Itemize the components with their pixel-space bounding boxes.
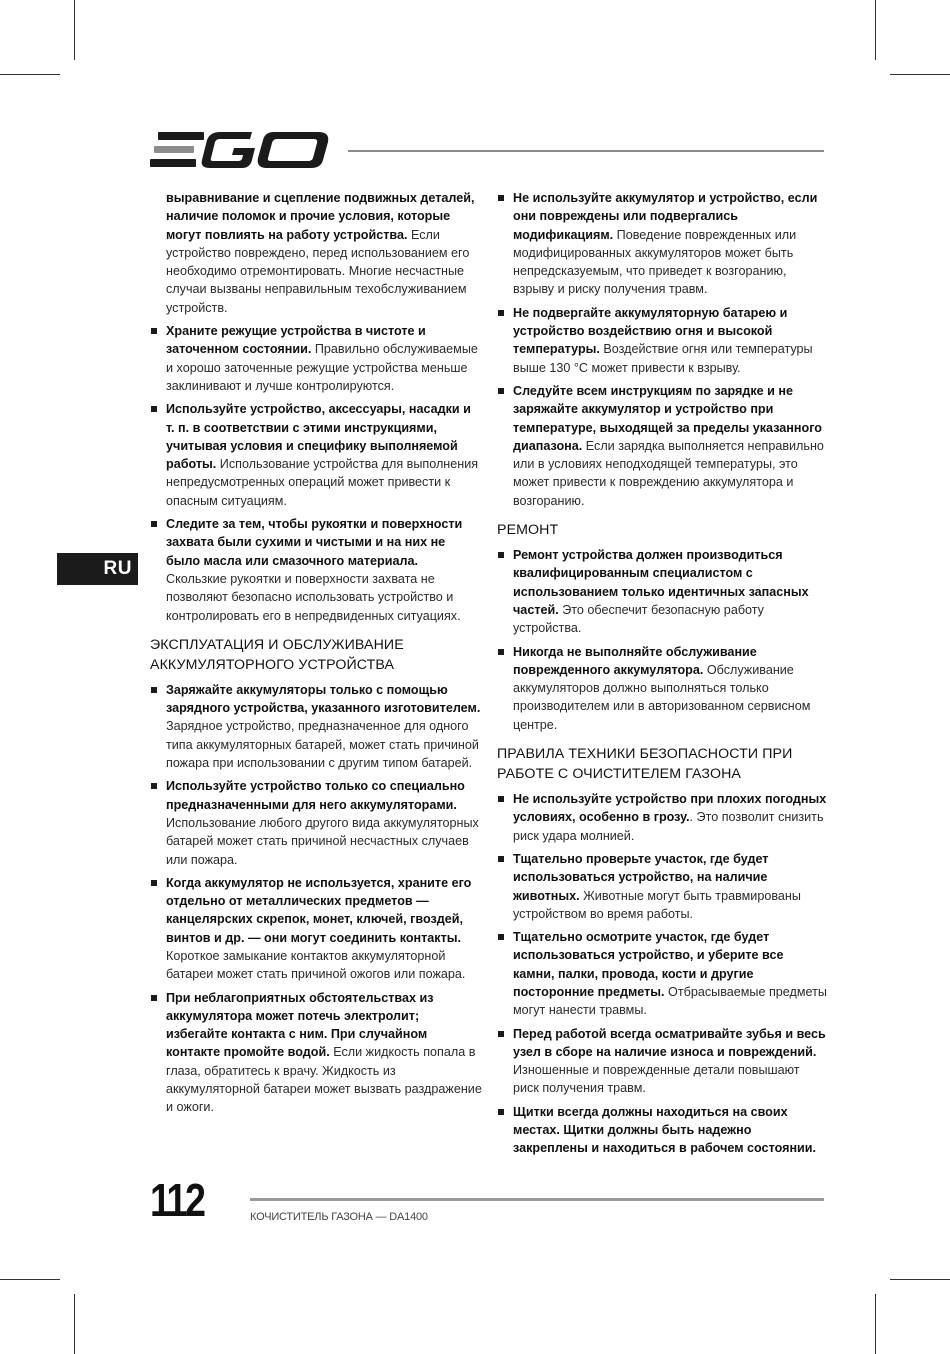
crop-mark — [74, 1294, 75, 1354]
item-lead-text: Перед работой всегда осматривайте зубья и весь узел в сборе на наличие износа и повреждений. — [513, 1026, 826, 1059]
header-rule — [348, 150, 824, 152]
item-body-text: Воздействие огня или температуры выше 130 °C может привести к взрыву. — [513, 342, 813, 375]
section-heading: РЕМОНТ — [497, 522, 559, 539]
item-lead-text: Заряжайте аккумуляторы только с помощью зарядного устройства, указанного изготовителем. — [166, 682, 481, 716]
bullet-item — [497, 382, 827, 510]
item-body-text: Скользкие рукоятки и поверхности захвата не позволяют безопасно использовать устройство и контролировать его в непредвиденных ситуациях. — [166, 571, 461, 623]
item-body-text: Это обеспечит безопасную работу устройства. — [513, 602, 764, 636]
item-lead-text: Щитки всегда должны находиться на своих местах. Щитки должны быть надежно закреплены и находиться в рабочем состоянии. — [513, 1104, 817, 1156]
item-body-text: Правильно обслуживаемые и хорошо заточенные режущие устройства меньше заклинивают и лучше контролируются. — [166, 342, 478, 393]
item-body-text: Животные могут быть травмированы устройством во время работы. — [513, 888, 801, 921]
square-bullet-icon — [498, 1031, 504, 1037]
bullet-item — [497, 928, 827, 1019]
item-body-text: . Это позволит снизить риск удара молнией. — [513, 810, 824, 843]
square-bullet-icon — [498, 649, 504, 655]
bullet-item — [150, 322, 482, 395]
square-bullet-icon — [498, 552, 504, 558]
square-bullet-icon — [151, 687, 157, 693]
bullet-item — [150, 777, 482, 868]
item-body-text: Поведение поврежденных или модифицированных аккумуляторов может быть непредсказуемым, что приведет к возгоранию, взрыву и риску получения травм. — [513, 227, 797, 297]
item-lead-text: Тщательно проверьте участок, где будет использоваться устройство, на наличие животных. — [513, 851, 769, 903]
section-heading: ЭКСПЛУАТАЦИЯ И ОБСЛУЖИВАНИЕ АККУМУЛЯТОРНОГО УСТРОЙСТВА — [150, 636, 404, 673]
crop-mark — [0, 74, 60, 75]
square-bullet-icon — [498, 310, 504, 316]
right-column — [497, 189, 827, 1163]
item-body-text: Использование любого другого вида аккумуляторных батарей может стать причиной несчастных случаев или пожара. — [166, 815, 479, 867]
crop-mark — [74, 0, 75, 60]
item-lead-text: Следуйте всем инструкциям по зарядке и не заряжайте аккумулятор и устройство при температуре, выходящей за пределы указанного диапазона. — [513, 383, 822, 453]
bullet-item — [150, 989, 482, 1117]
bullet-item — [150, 400, 482, 510]
item-lead-text: Храните режущие устройства в чистоте и заточенном состоянии. — [166, 324, 426, 357]
item-lead-text: выравнивание и сцепление подвижных деталей, наличие поломок и прочие условия, которые могут повлиять на работу устройства. — [166, 191, 475, 242]
item-lead-text: Не подвергайте аккумуляторную батарею и устройство воздействию огня и высокой температуры. — [513, 305, 788, 357]
item-body-text: Изношенные и поврежденные детали повышают риск получения травм. — [513, 1063, 800, 1096]
crop-mark — [875, 1294, 876, 1354]
item-body-text: Если жидкость попала в глаза, обратитесь к врачу. Жидкость из аккумуляторной батареи может вызвать раздражение и ожоги. — [166, 1045, 482, 1115]
item-lead-text: Используйте устройство, аксессуары, насадки и т. п. в соответствии с этими инструкциями, учитывая условия и специфику выполняемой работы. — [166, 402, 471, 472]
square-bullet-icon — [151, 995, 157, 1001]
page-number: 112 — [150, 1174, 204, 1226]
bullet-item — [497, 850, 827, 923]
footer-rule — [250, 1198, 824, 1201]
section-heading: ПРАВИЛА ТЕХНИКИ БЕЗОПАСНОСТИ ПРИ РАБОТЕ С ОЧИСТИТЕЛЕМ ГАЗОНА — [497, 746, 793, 783]
square-bullet-icon — [498, 388, 504, 394]
item-lead-text: Следите за тем, чтобы рукоятки и поверхности захвата были сухими и чистыми и на них не было масла или смазочного материала. — [166, 517, 463, 568]
language-tab: RU — [57, 553, 138, 585]
bullet-item — [497, 546, 827, 637]
bullet-item — [497, 790, 827, 845]
item-body-text: Короткое замыкание контактов аккумуляторной батареи может стать причиной ожогов или пожара. — [166, 948, 466, 982]
square-bullet-icon — [151, 406, 157, 412]
bullet-item — [497, 1103, 827, 1158]
left-column — [150, 189, 482, 1122]
crop-mark — [0, 1279, 60, 1280]
item-body-text: Отбрасываемые предметы могут нанести травмы. — [513, 984, 827, 1018]
item-lead-text: Используйте устройство только со специально предназначенными для него аккумуляторами. — [166, 779, 465, 812]
bullet-item — [150, 874, 482, 984]
bullet-item — [497, 1025, 827, 1098]
item-body-text: Если устройство повреждено, перед использованием его необходимо отремонтировать. Многие несчастные случаи вызваны неправильным техобслуживанием устройств. — [166, 227, 470, 315]
item-lead-text: Не используйте аккумулятор и устройство, если они повреждены или подвергались модификациям. — [513, 191, 818, 242]
square-bullet-icon — [498, 934, 504, 940]
square-bullet-icon — [151, 783, 157, 789]
item-lead-text: Ремонт устройства должен производиться квалифицированным специалистом с использованием только идентичных запасных частей. — [513, 548, 809, 617]
paragraph-continuation — [150, 189, 482, 317]
crop-mark — [890, 1279, 950, 1280]
footer-product-name: КОЧИСТИТЕЛЬ ГАЗОНА — DA1400 — [250, 1211, 428, 1223]
square-bullet-icon — [498, 1109, 504, 1115]
square-bullet-icon — [498, 195, 504, 201]
item-body-text: Зарядное устройство, предназначенное для одного типа аккумуляторных батарей, может стать причиной пожара при использовании с другим типом батарей. — [166, 719, 479, 771]
crop-mark — [890, 74, 950, 75]
bullet-item — [497, 304, 827, 377]
item-lead-text: Тщательно осмотрите участок, где будет использоваться устройство, и уберите все камни, палки, провода, кости и другие посторонние предметы. — [513, 930, 784, 999]
square-bullet-icon — [151, 328, 157, 334]
bullet-item — [497, 643, 827, 734]
item-body-text: Использование устройства для выполнения непредусмотренных операций может привести к опасным ситуациям. — [166, 457, 479, 508]
square-bullet-icon — [498, 796, 504, 802]
bullet-item — [497, 189, 827, 299]
square-bullet-icon — [151, 880, 157, 886]
ego-logo — [150, 128, 332, 172]
bullet-item — [150, 515, 482, 625]
item-lead-text: Никогда не выполняйте обслуживание поврежденного аккумулятора. — [513, 644, 757, 677]
item-body-text: Обслуживание аккумуляторов должно выполняться только производителем или в авторизованном сервисном центре. — [513, 662, 811, 732]
crop-mark — [875, 0, 876, 60]
item-body-text: Если зарядка выполняется неправильно или в условиях неподходящей температуры, это может привести к повреждению аккумулятора и возгоранию. — [513, 438, 824, 508]
item-lead-text: Когда аккумулятор не используется, храните его отдельно от металлических предметов — канцелярских скрепок, монет, ключей, гвоздей, винтов и др. — они могут соединить контакты. — [166, 875, 472, 945]
square-bullet-icon — [498, 856, 504, 862]
item-lead-text: При неблагоприятных обстоятельствах из аккумулятора может потечь электролит; избегайте контакта с ним. При случайном контакте промойте водой. — [166, 990, 434, 1060]
item-lead-text: Не используйте устройство при плохих погодных условиях, особенно в грозу. — [513, 792, 827, 825]
square-bullet-icon — [151, 521, 157, 527]
bullet-item — [150, 681, 482, 772]
